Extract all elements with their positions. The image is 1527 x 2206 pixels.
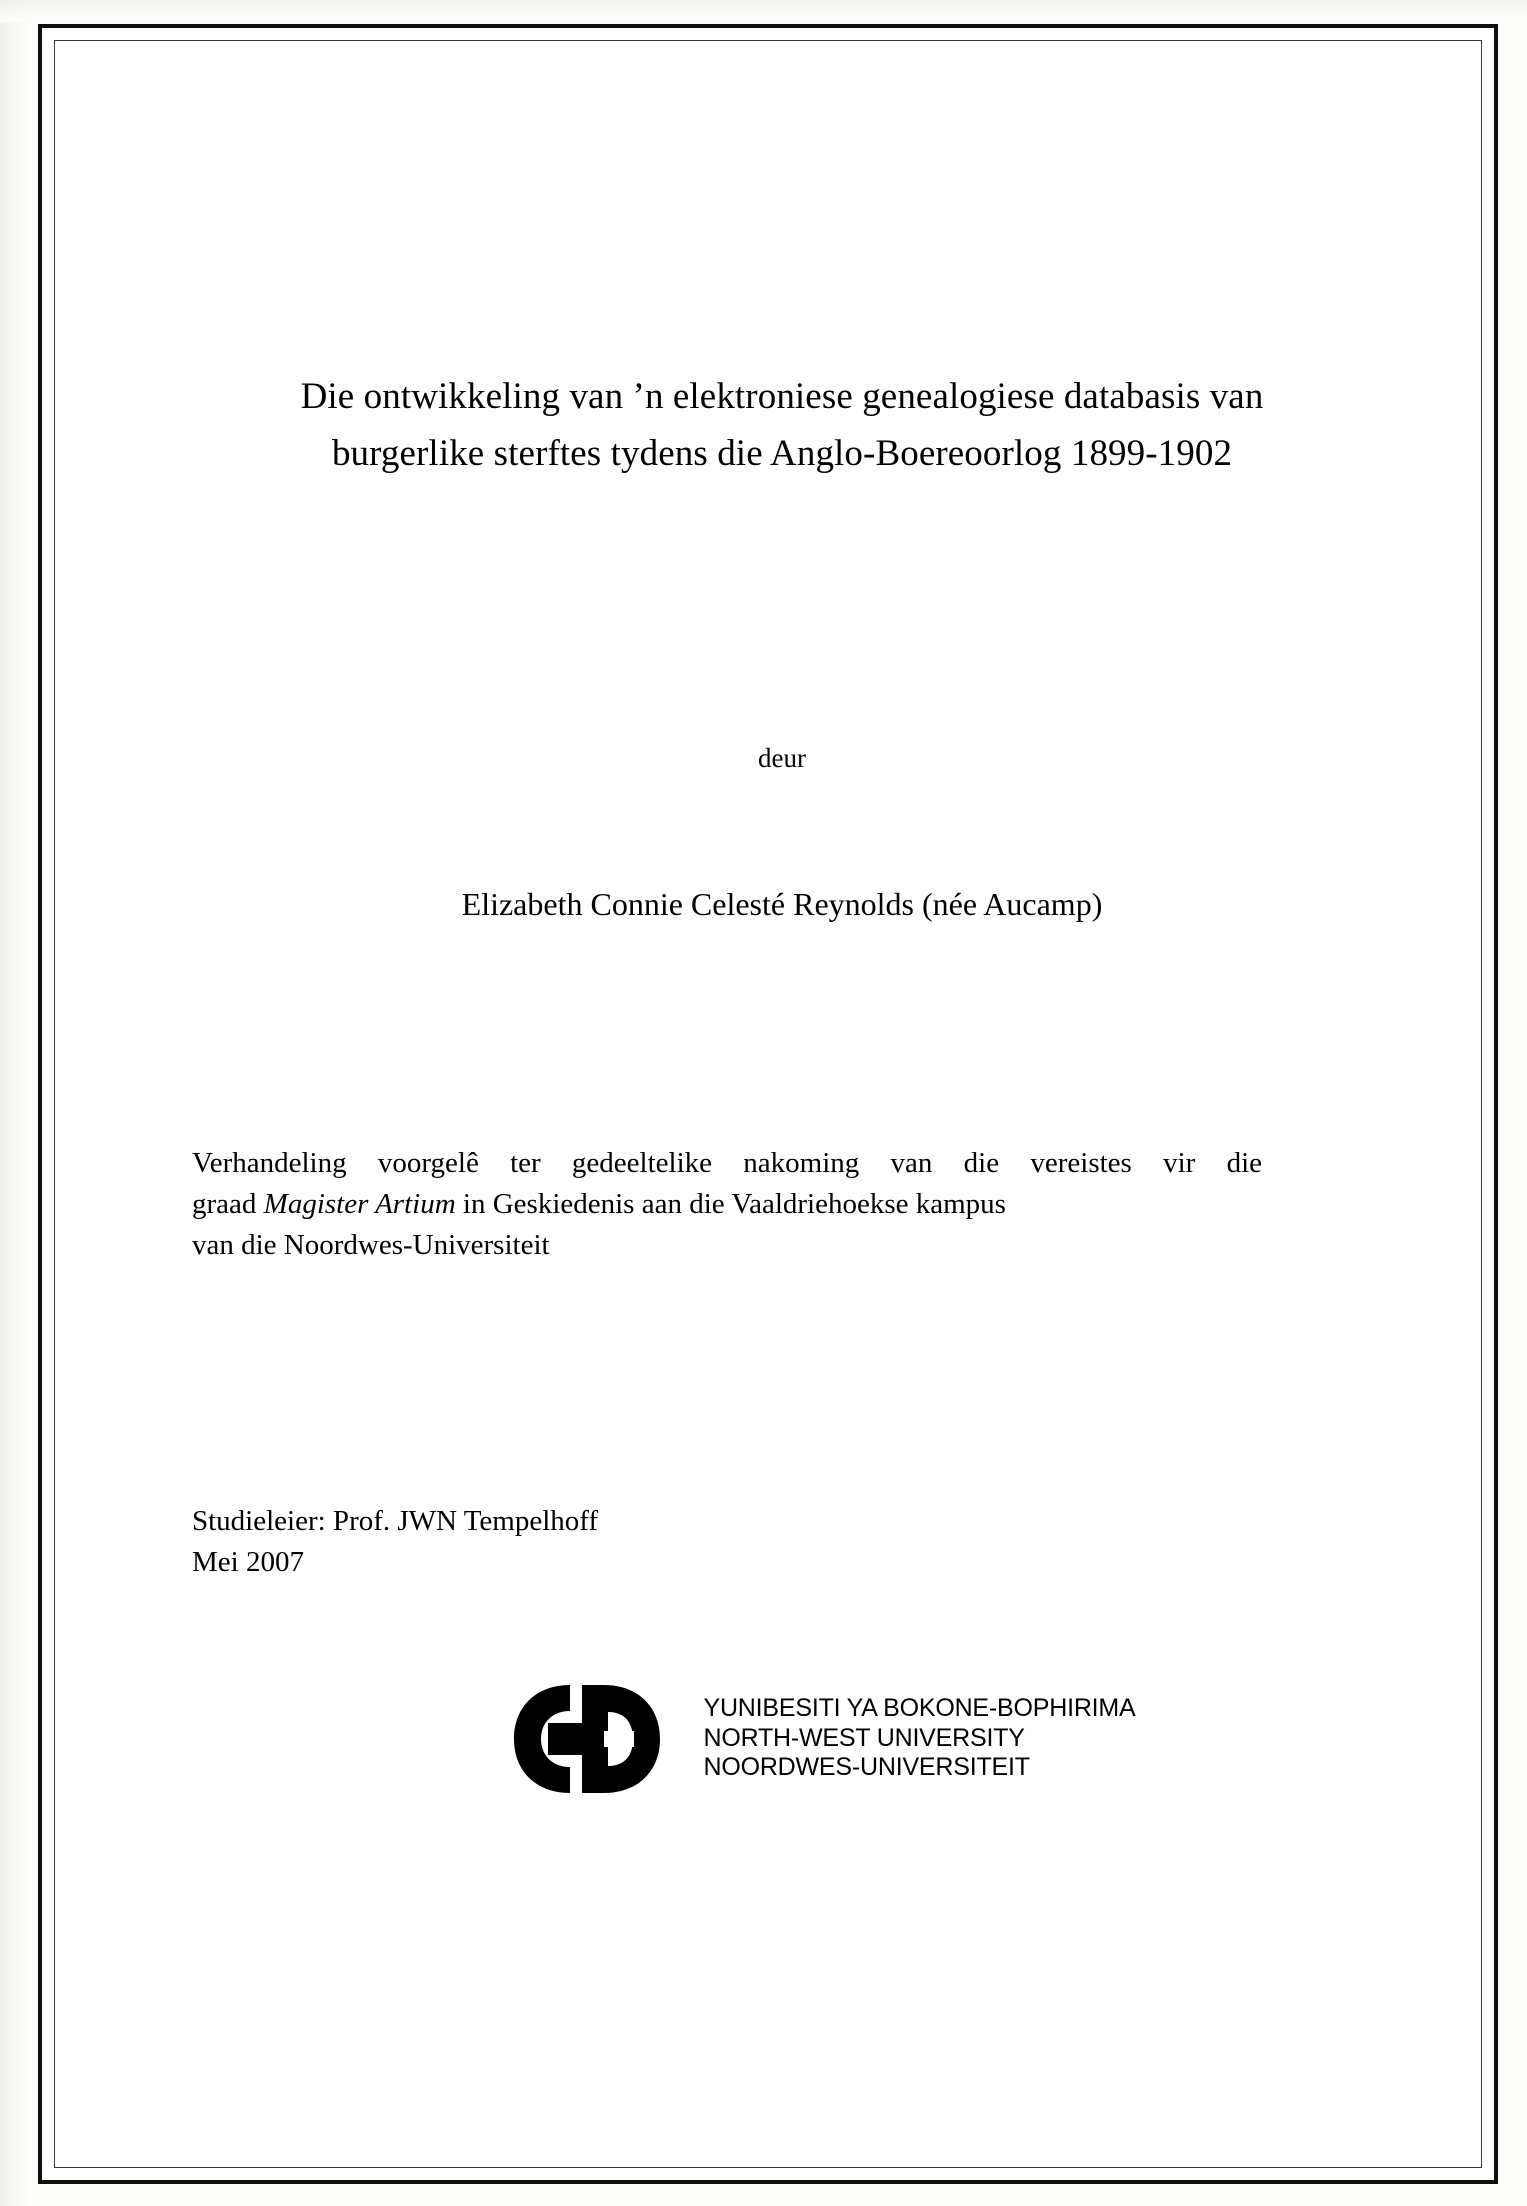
logo-text-line-1: YUNIBESITI YA BOKONE-BOPHIRIMA	[703, 1694, 1136, 1723]
degree-name-italic: Magister Artium	[263, 1187, 456, 1220]
supervisor-block	[192, 1501, 1372, 1583]
north-west-university-logo-icon	[508, 1679, 693, 1799]
scan-edge-shading-left	[0, 0, 36, 2206]
degree-statement	[192, 1143, 1262, 1267]
author-label: deur	[758, 742, 806, 773]
degree-statement-line-2-prefix: graad	[192, 1187, 264, 1220]
author-name: Elizabeth Connie Celesté Reynolds (née Aucamp)	[461, 885, 1103, 922]
degree-statement-line-1: Verhandeling voorgelê ter gedeeltelike nakoming van die vereistes vir die	[192, 1146, 1262, 1179]
title-line-2: burgerlike sterftes tydens die Anglo-Boereoorlog 1899-1902	[331, 433, 1233, 475]
page-title	[192, 368, 1372, 483]
degree-statement-line-3: van die Noordwes-Universiteit	[192, 1229, 550, 1262]
university-logo-area	[192, 1679, 1372, 1799]
page-border-frame	[38, 24, 1498, 2184]
supervisor-name: Studieleier: Prof. JWN Tempelhoff	[192, 1505, 599, 1538]
university-logo-text	[703, 1694, 1135, 1783]
logo-text-line-3: NOORDWES-UNIVERSITEIT	[703, 1753, 1030, 1782]
scan-edge-shading-top	[0, 0, 1527, 22]
degree-statement-line-2-suffix: in Geskiedenis aan die Vaaldriehoekse kampus	[455, 1187, 1006, 1220]
submission-date: Mei 2007	[192, 1546, 304, 1579]
title-line-1: Die ontwikkeling van ’n elektroniese genealogiese databasis van	[300, 376, 1264, 417]
logo-text-line-2: NORTH-WEST UNIVERSITY	[703, 1723, 1025, 1752]
title-page-content	[192, 368, 1372, 1799]
degree-statement-line-2	[192, 1184, 1262, 1225]
